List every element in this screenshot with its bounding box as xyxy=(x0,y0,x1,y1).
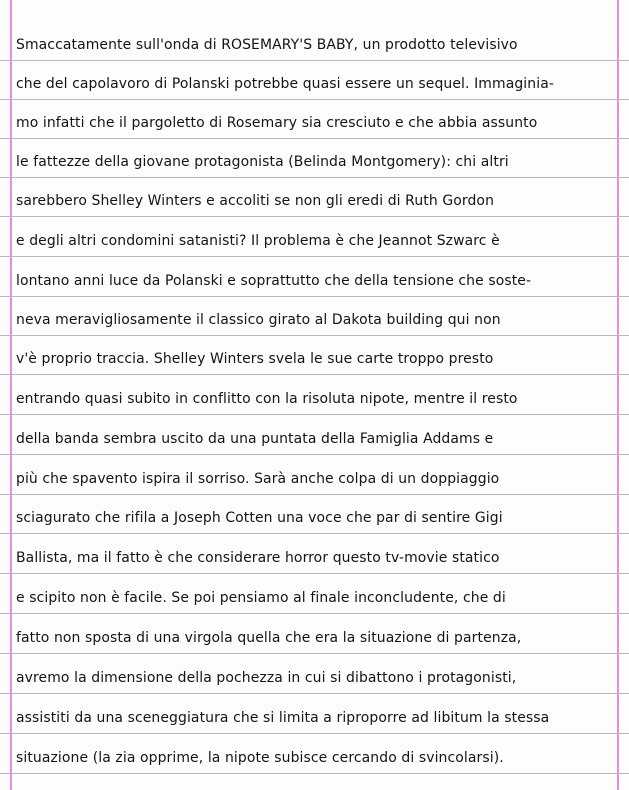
right-margin-line xyxy=(617,0,619,790)
text-line-4: le fattezze della giovane protagonista (Belinda Montgomery): chi altri xyxy=(16,154,509,170)
text-line-11: della banda sembra uscito da una puntata della Famiglia Addams e xyxy=(16,431,494,447)
ruled-line xyxy=(0,573,629,574)
text-line-18: assistiti da una sceneggiatura che si limita a riproporre ad libitum la stessa xyxy=(16,710,550,726)
text-line-9: v'è proprio traccia. Shelley Winters svela le sue carte troppo presto xyxy=(16,351,494,367)
text-line-16: fatto non sposta di una virgola quella che era la situazione di partenza, xyxy=(16,630,522,646)
ruled-line xyxy=(0,60,629,61)
ruled-line xyxy=(0,138,629,139)
text-line-13: sciagurato che rifila a Joseph Cotten una voce che par di sentire Gigi xyxy=(16,510,503,526)
ruled-line xyxy=(0,613,629,614)
ruled-line xyxy=(0,216,629,217)
ruled-line xyxy=(0,533,629,534)
ruled-line xyxy=(0,773,629,774)
ruled-line xyxy=(0,653,629,654)
ruled-line xyxy=(0,374,629,375)
text-line-17: avremo la dimensione della pochezza in cui si dibattono i protagonisti, xyxy=(16,670,517,686)
text-line-7: lontano anni luce da Polanski e soprattutto che della tensione che soste- xyxy=(16,273,532,289)
ruled-line xyxy=(0,693,629,694)
text-line-15: e scipito non è facile. Se poi pensiamo al finale inconcludente, che di xyxy=(16,590,506,606)
ruled-line xyxy=(0,494,629,495)
text-line-10: entrando quasi subito in conflitto con la risoluta nipote, mentre il resto xyxy=(16,391,518,407)
text-line-12: più che spavento ispira il sorriso. Sarà anche colpa di un doppiaggio xyxy=(16,471,500,487)
ruled-line xyxy=(0,733,629,734)
text-line-19: situazione (la zia opprime, la nipote subisce cercando di svincolarsi). xyxy=(16,750,504,766)
text-line-6: e degli altri condomini satanisti? Il problema è che Jeannot Szwarc è xyxy=(16,233,500,249)
text-line-5: sarebbero Shelley Winters e accoliti se non gli eredi di Ruth Gordon xyxy=(16,193,495,209)
text-line-1: Smaccatamente sull'onda di ROSEMARY'S BABY, un prodotto televisivo xyxy=(16,37,518,53)
ruled-line xyxy=(0,414,629,415)
left-margin-line xyxy=(10,0,12,790)
text-line-3: mo infatti che il pargoletto di Rosemary sia cresciuto e che abbia assunto xyxy=(16,115,538,131)
text-line-8: neva meravigliosamente il classico girato al Dakota building qui non xyxy=(16,312,501,328)
text-line-2: che del capolavoro di Polanski potrebbe quasi essere un sequel. Immaginia- xyxy=(16,76,554,92)
ruled-line xyxy=(0,256,629,257)
ruled-line xyxy=(0,296,629,297)
ruled-line xyxy=(0,335,629,336)
ruled-line xyxy=(0,99,629,100)
ruled-line xyxy=(0,454,629,455)
ruled-line xyxy=(0,177,629,178)
text-line-14: Ballista, ma il fatto è che considerare horror questo tv-movie statico xyxy=(16,550,500,566)
